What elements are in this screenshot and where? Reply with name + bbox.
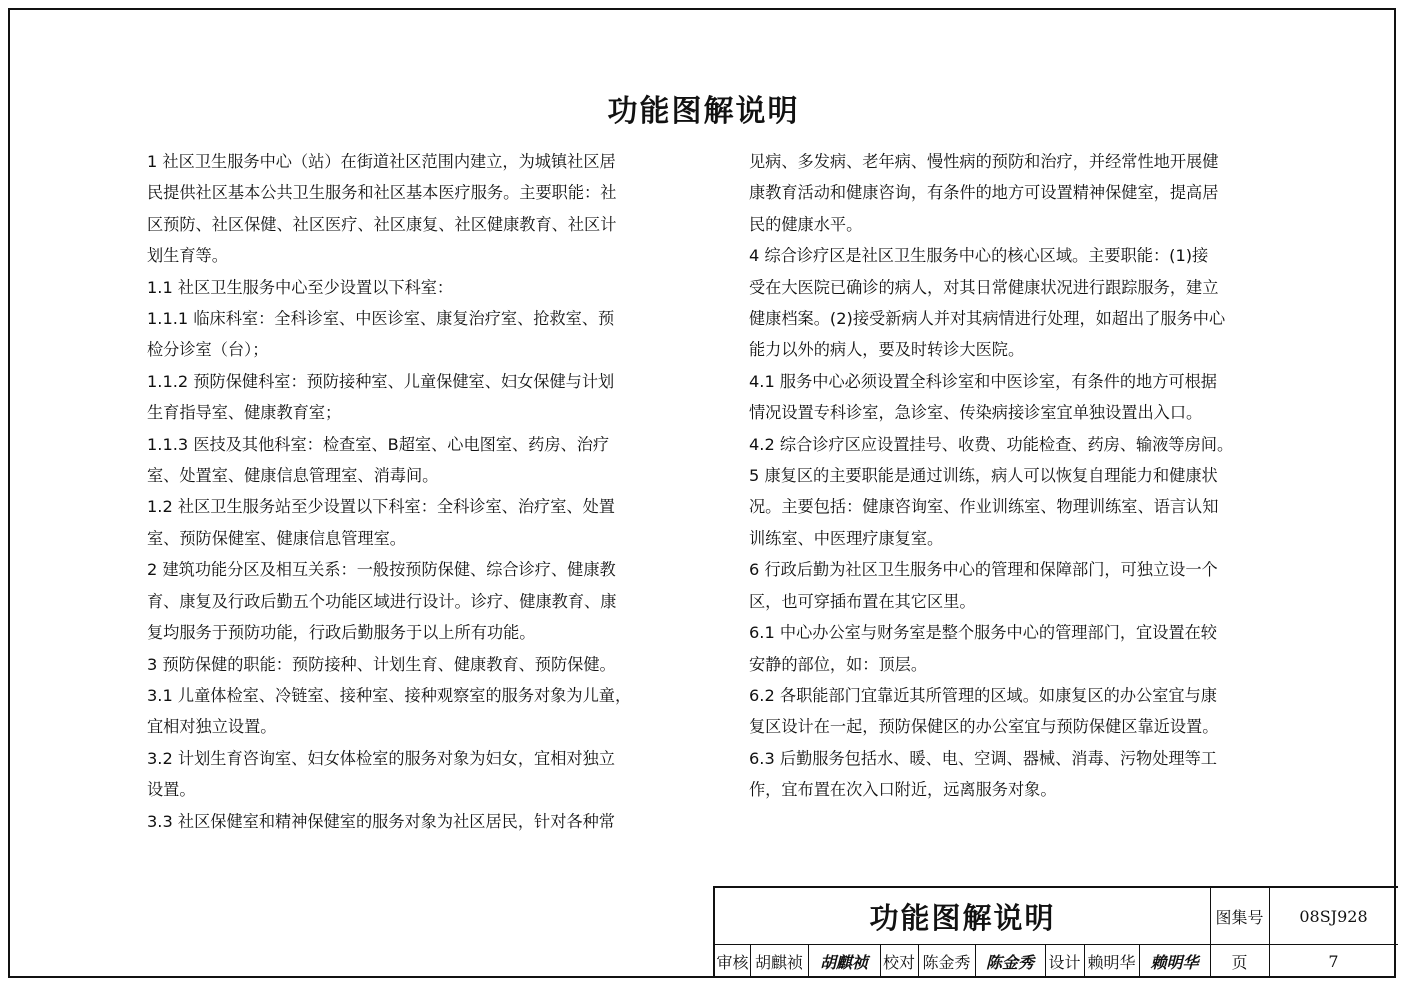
text-line: 受在大医院已确诊的病人，对其日常健康状况进行跟踪服务，建立	[749, 277, 1219, 297]
text-line: 室、预防保健室、健康信息管理室。	[147, 528, 406, 548]
text-line: 1 社区卫生服务中心（站）在街道社区范围内建立，为城镇社区居	[147, 152, 616, 171]
checker-name: 陈金秀	[922, 952, 971, 972]
text-line: 况。主要包括：健康咨询室、作业训练室、物理训练室、语言认知	[749, 497, 1219, 517]
right-text-column	[749, 146, 1289, 806]
title-block	[713, 886, 1398, 978]
text-line: 4 综合诊疗区是社区卫生服务中心的核心区域。主要职能：(1)接	[749, 246, 1209, 266]
text-line: 3 预防保健的职能：预防接种、计划生育、健康教育、预防保健。	[147, 654, 616, 674]
reviewer-signature: 胡麒祯	[819, 952, 868, 972]
text-line: 1.2 社区卫生服务站至少设置以下科室：全科诊室、治疗室、处置	[147, 497, 615, 517]
atlas-number-label: 图集号	[1215, 907, 1264, 927]
text-line: 划生育等。	[147, 246, 228, 266]
text-line: 复均服务于预防功能，行政后勤服务于以上所有功能。	[147, 623, 536, 643]
text-line: 康教育活动和健康咨询，有条件的地方可设置精神保健室，提高居	[749, 183, 1219, 203]
text-line: 2 建筑功能分区及相互关系：一般按预防保健、综合诊疗、健康教	[147, 560, 616, 580]
designer-name: 赖明华	[1087, 952, 1136, 972]
text-line: 1.1 社区卫生服务中心至少设置以下科室：	[147, 277, 454, 297]
checker-signature: 陈金秀	[985, 952, 1034, 972]
text-line: 5 康复区的主要职能是通过训练，病人可以恢复自理能力和健康状	[749, 466, 1218, 486]
text-line: 6.3 后勤服务包括水、暖、电、空调、器械、消毒、污物处理等工	[749, 748, 1217, 768]
text-line: 设置。	[147, 780, 196, 800]
text-line: 宜相对独立设置。	[147, 717, 277, 737]
text-line: 1.1.3 医技及其他科室：检查室、B超室、心电图室、药房、治疗	[147, 434, 610, 454]
check-label: 校对	[882, 952, 915, 972]
text-line: 1.1.2 预防保健科室：预防接种室、儿童保健室、妇女保健与计划	[147, 371, 615, 391]
text-line: 安静的部位，如：顶层。	[749, 654, 928, 674]
text-line: 作，宜布置在次入口附近，远离服务对象。	[749, 780, 1057, 800]
text-line: 4.1 服务中心必须设置全科诊室和中医诊室，有条件的地方可根据	[749, 371, 1217, 391]
text-line: 4.2 综合诊疗区应设置挂号、收费、功能检查、药房、输液等房间。	[749, 434, 1234, 454]
page-number: 7	[1328, 951, 1339, 971]
text-line: 6.2 各职能部门宜靠近其所管理的区域。如康复区的办公室宜与康	[749, 685, 1217, 705]
design-label: 设计	[1048, 952, 1081, 972]
title-block-title: 功能图解说明	[869, 900, 1056, 935]
text-line: 见病、多发病、老年病、慢性病的预防和治疗，并经常性地开展健	[749, 152, 1219, 171]
text-line: 民的健康水平。	[749, 214, 863, 234]
designer-signature: 赖明华	[1150, 952, 1199, 972]
text-line: 育、康复及行政后勤五个功能区域进行设计。诊疗、健康教育、康	[147, 591, 617, 611]
text-line: 室、处置室、健康信息管理室、消毒间。	[147, 466, 439, 486]
text-line: 健康档案。(2)接受新病人并对其病情进行处理，如超出了服务中心	[749, 309, 1226, 329]
text-line: 检分诊室（台）；	[147, 340, 269, 360]
text-line: 3.2 计划生育咨询室、妇女体检室的服务对象为妇女，宜相对独立	[147, 748, 615, 768]
text-line: 复区设计在一起，预防保健区的办公室宜与预防保健区靠近设置。	[749, 717, 1219, 737]
text-line: 1.1.1 临床科室：全科诊室、中医诊室、康复治疗室、抢救室、预	[147, 309, 615, 329]
text-line: 训练室、中医理疗康复室。	[749, 528, 944, 548]
text-line: 区，也可穿插布置在其它区里。	[749, 591, 976, 611]
text-line: 3.1 儿童体检室、冷链室、接种室、接种观察室的服务对象为儿童，	[147, 685, 632, 705]
text-line: 6.1 中心办公室与财务室是整个服务中心的管理部门，宜设置在较	[749, 623, 1217, 643]
text-line: 3.3 社区保健室和精神保健室的服务对象为社区居民，针对各种常	[147, 811, 615, 831]
text-line: 情况设置专科诊室，急诊室、传染病接诊室宜单独设置出入口。	[749, 403, 1203, 423]
text-line: 6 行政后勤为社区卫生服务中心的管理和保障部门，可独立设一个	[749, 560, 1218, 580]
text-line: 民提供社区基本公共卫生服务和社区基本医疗服务。主要职能：社	[147, 183, 617, 203]
atlas-number: 08SJ928	[1299, 906, 1368, 926]
page-label: 页	[1231, 952, 1248, 972]
text-line: 能力以外的病人，要及时转诊大医院。	[749, 340, 1025, 360]
page-title: 功能图解说明	[607, 94, 800, 129]
text-line: 区预防、社区保健、社区医疗、社区康复、社区健康教育、社区计	[147, 214, 617, 234]
review-label: 审核	[716, 952, 749, 972]
left-text-column	[147, 146, 687, 837]
text-line: 生育指导室、健康教育室；	[147, 403, 342, 423]
reviewer-name: 胡麒祯	[754, 952, 803, 972]
